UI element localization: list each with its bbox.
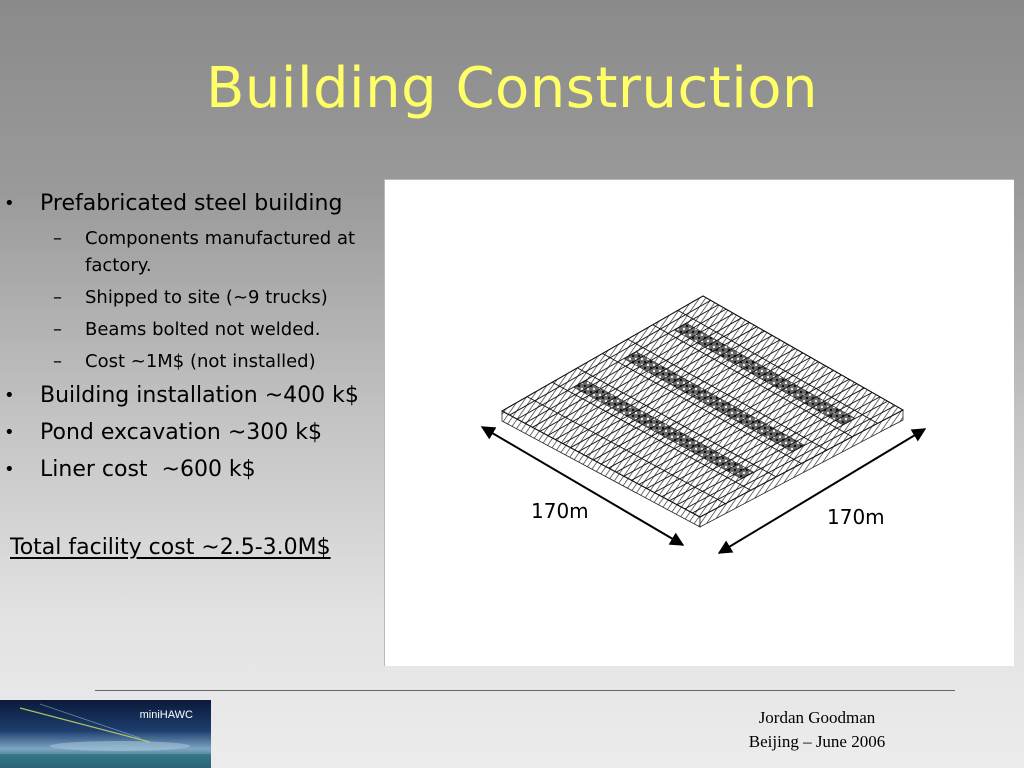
bullet-item bbox=[0, 188, 385, 220]
footer-credits bbox=[712, 706, 922, 754]
bullet-item bbox=[0, 417, 385, 449]
bullet-text: Liner cost ~600 k$ bbox=[40, 457, 256, 482]
bullet-mark: • bbox=[4, 459, 15, 480]
sub-bullet-text: Components manufactured at factory. bbox=[85, 228, 356, 276]
bullet-text: Building installation ~400 k$ bbox=[40, 383, 359, 408]
sub-bullet-mark: – bbox=[53, 228, 62, 249]
sub-bullet-text: Shipped to site (~9 trucks) bbox=[85, 287, 328, 308]
footer-author: Jordan Goodman bbox=[758, 708, 876, 727]
logo-label: miniHAWC bbox=[139, 709, 193, 721]
minihawc-logo bbox=[0, 700, 211, 768]
bullet-mark: • bbox=[4, 193, 15, 214]
sub-bullet-mark: – bbox=[53, 351, 62, 372]
bullet-item bbox=[0, 380, 385, 412]
sub-bullet-item bbox=[0, 225, 385, 279]
slide-title: Building Construction bbox=[205, 56, 819, 121]
total-cost: Total facility cost ~2.5-3.0M$ bbox=[10, 535, 331, 560]
bullet-text: Pond excavation ~300 k$ bbox=[40, 420, 322, 445]
bullet-mark: • bbox=[4, 422, 15, 443]
sub-bullet-text: Cost ~1M$ (not installed) bbox=[85, 351, 316, 372]
bullet-text: Prefabricated steel building bbox=[40, 191, 343, 216]
footer-divider bbox=[95, 690, 955, 691]
building-roof-grid bbox=[502, 296, 903, 527]
sub-bullet-mark: – bbox=[53, 287, 62, 308]
dimension-label-left: 170m bbox=[531, 499, 589, 523]
sub-bullet-text: Beams bolted not welded. bbox=[85, 319, 321, 340]
bullet-mark: • bbox=[4, 385, 15, 406]
footer-event: Beijing – June 2006 bbox=[748, 732, 886, 751]
dimension-label-right: 170m bbox=[827, 505, 885, 529]
sub-bullet-mark: – bbox=[53, 319, 62, 340]
bullet-item bbox=[0, 454, 385, 486]
sub-bullet-item bbox=[0, 316, 385, 343]
sub-bullet-item bbox=[0, 348, 385, 375]
sub-bullet-item bbox=[0, 284, 385, 311]
roof-surface bbox=[502, 296, 903, 517]
building-drawing bbox=[385, 180, 1014, 666]
bullet-list bbox=[0, 188, 385, 491]
building-figure bbox=[384, 179, 1014, 666]
